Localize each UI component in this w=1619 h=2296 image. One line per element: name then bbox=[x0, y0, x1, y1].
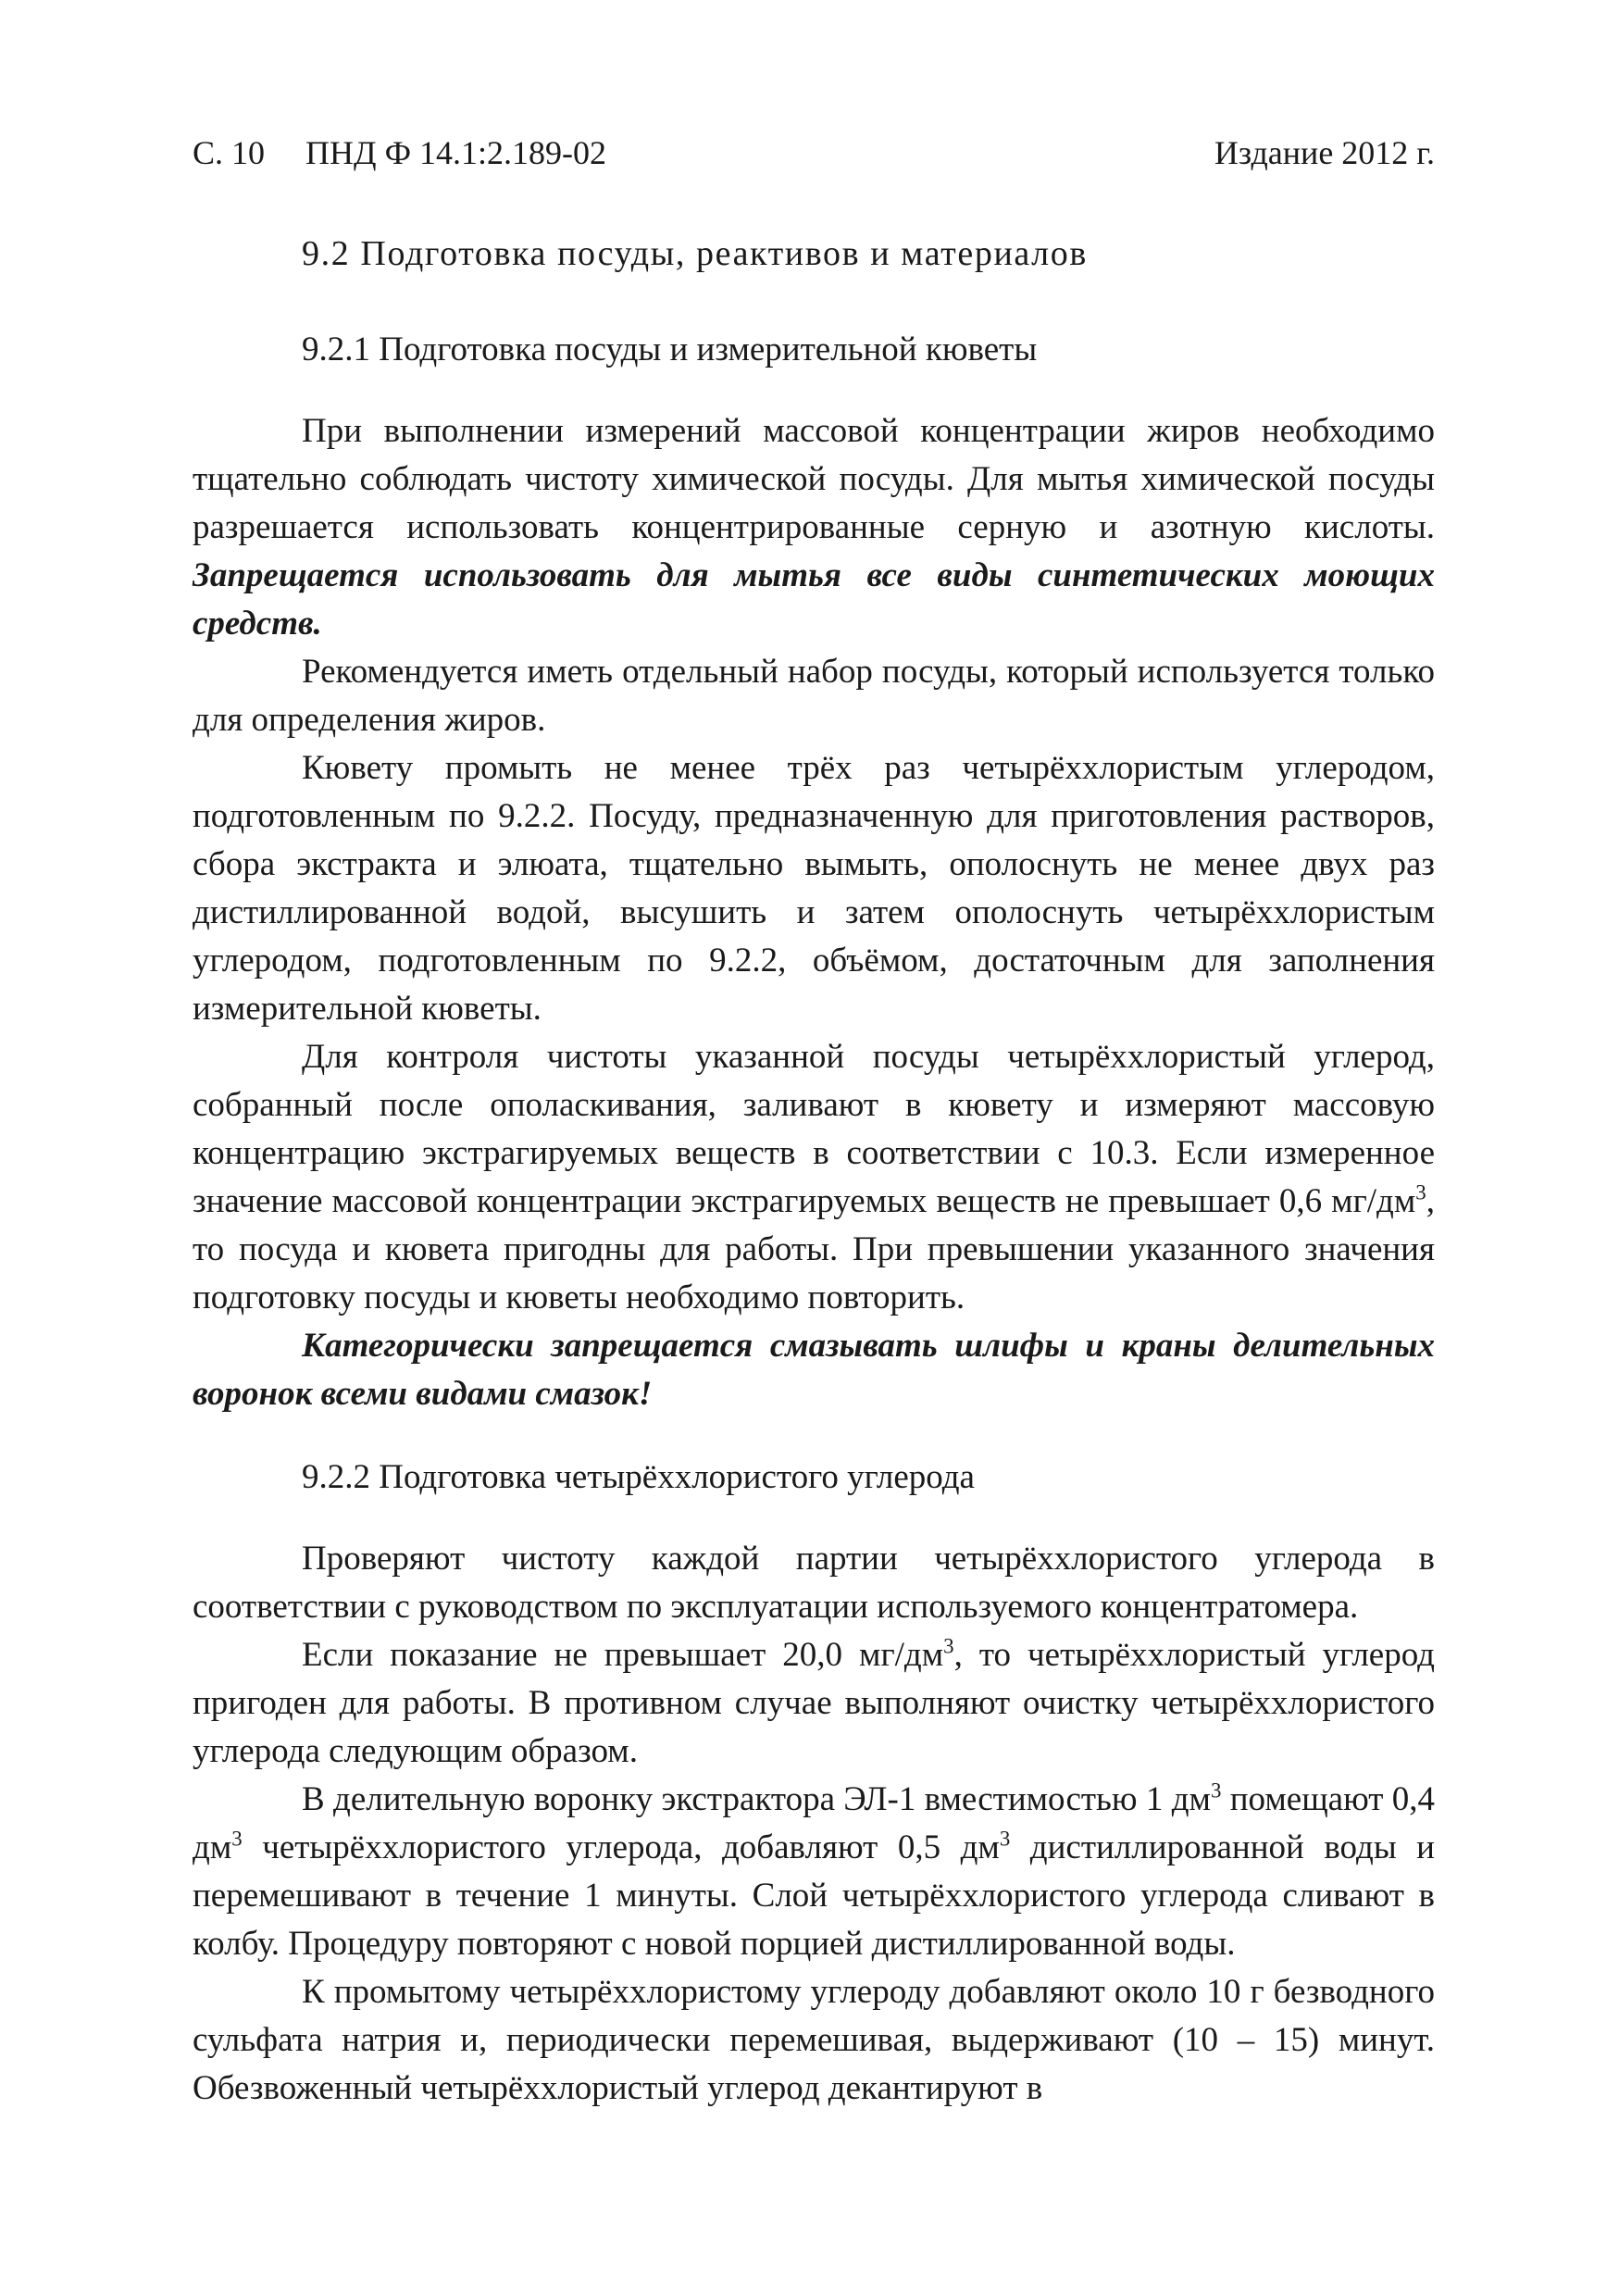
superscript: 3 bbox=[943, 1634, 954, 1658]
paragraph-text: помещают 0,4 дм bbox=[193, 1780, 1435, 1866]
paragraph: Рекомендуется иметь отдельный набор посуды, который используется только для определения жиров. bbox=[193, 653, 1435, 739]
edition-label: Издание 2012 г. bbox=[1214, 134, 1435, 171]
document-code: ПНД Ф 14.1:2.189-02 bbox=[305, 134, 606, 171]
header-left bbox=[193, 130, 606, 176]
superscript: 3 bbox=[1415, 1180, 1426, 1204]
document-body bbox=[193, 230, 1435, 2113]
paragraph bbox=[193, 1033, 1435, 1322]
paragraph-text: , то четырёххлористый углерод пригоден для работы. В противном случае выполняют очистку четырёххлористого углерода следующим образом. bbox=[193, 1636, 1435, 1770]
paragraph: Проверяют чистоту каждой партии четырёххлористого углерода в соответствии с руководством по эксплуатации используемого концентратомера. bbox=[193, 1540, 1435, 1626]
paragraph-text: дистиллированной воды и перемешивают в течение 1 минуты. Слой четырёххлористого углерода сливают в колбу. Процедуру повторяют с новой порцией дистиллированной воды. bbox=[193, 1828, 1435, 1963]
paragraph-text: В делительную воронку экстрактора ЭЛ-1 вместимостью 1 дм bbox=[302, 1780, 1211, 1818]
page-header bbox=[193, 130, 1435, 176]
subsection-title-9-2-2: 9.2.2 Подготовка четырёххлористого углерода bbox=[302, 1458, 975, 1496]
superscript: 3 bbox=[231, 1827, 243, 1851]
paragraph: К промытому четырёххлористому углероду добавляют около 10 г безводного сульфата натрия и, периодически перемешивая, выдерживают (10 – 15) минут. Обезвоженный четырёххлористый углерод декантируют в bbox=[193, 1973, 1435, 2107]
paragraph-text: Для контроля чистоты указанной посуды четырёххлористый углерод, собранный после ополаскивания, заливают в кювету и измеряют массовую концентрацию экстрагируемых веществ в соответствии с 10.3. Если измеренное значение массовой концентрации экстрагируемых веществ не превышает 0,6 мг/дм bbox=[193, 1038, 1435, 1220]
page-number: С. 10 bbox=[193, 134, 266, 171]
paragraph-text: Если показание не превышает 20,0 мг/дм bbox=[302, 1636, 944, 1674]
section-title: 9.2 Подготовка посуды, реактивов и материалов bbox=[302, 234, 1088, 273]
warning-paragraph: Категорически запрещается смазывать шлифы и краны делительных воронок всеми видами смазок! bbox=[193, 1327, 1435, 1413]
paragraph-text: При выполнении измерений массовой концентрации жиров необходимо тщательно соблюдать чистоту химической посуды. Для мытья химической посуды разрешается использовать концентрированные серную и азотную кислоты. bbox=[193, 412, 1435, 546]
superscript: 3 bbox=[999, 1827, 1011, 1851]
paragraph bbox=[193, 407, 1435, 648]
paragraph bbox=[193, 1631, 1435, 1776]
warning-text: Запрещается использовать для мытья все виды синтетических моющих средств. bbox=[193, 556, 1435, 643]
subsection-title-9-2-1: 9.2.1 Подготовка посуды и измерительной кюветы bbox=[302, 331, 1038, 368]
paragraph-text: , то посуда и кювета пригодны для работы. При превышении указанного значения подготовку посуды и кюветы необходимо повторить. bbox=[193, 1182, 1435, 1316]
superscript: 3 bbox=[1210, 1778, 1222, 1803]
paragraph-text: четырёххлористого углерода, добавляют 0,5 дм bbox=[242, 1828, 1000, 1866]
paragraph bbox=[193, 1776, 1435, 1968]
paragraph: Кювету промыть не менее трёх раз четырёххлористым углеродом, подготовленным по 9.2.2. Посуду, предназначенную для приготовления растворов, сбора экстракта и элюата, тщательно вымыть, ополоснуть не менее двух раз дистиллированной водой, высушить и затем ополоснуть четырёххлористым углеродом, подготовленным по 9.2.2, объёмом, достаточным для заполнения измерительной кюветы. bbox=[193, 749, 1435, 1028]
